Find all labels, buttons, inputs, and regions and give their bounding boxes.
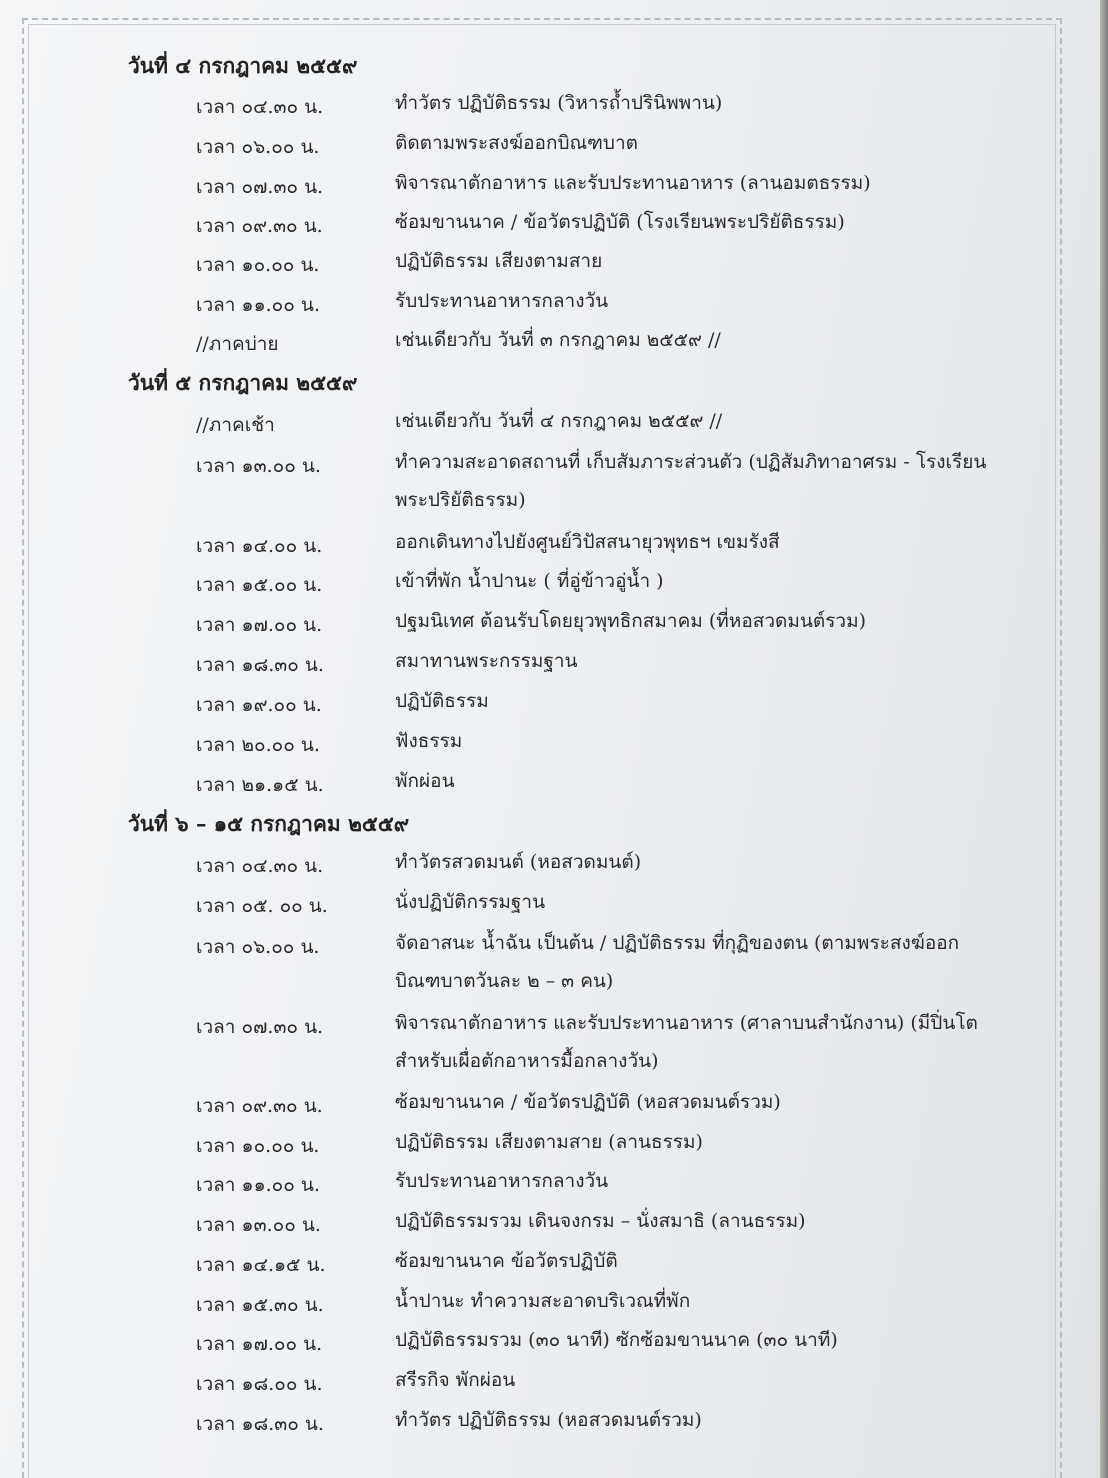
section-heading: วันที่ ๖ – ๑๕ กรกฎาคม ๒๕๕๙ <box>128 811 410 836</box>
schedule-time: เวลา ๒๑.๑๕ น. <box>196 774 324 796</box>
schedule-time: เวลา ๐๙.๓๐ น. <box>196 215 323 237</box>
schedule-activity: ออกเดินทางไปยังศูนย์วิปัสสนายุวพุทธฯ เขมรังสี <box>395 531 780 553</box>
schedule-time: เวลา ๐๗.๓๐ น. <box>196 1016 324 1038</box>
schedule-time: เวลา ๐๔.๓๐ น. <box>196 855 324 877</box>
schedule-time: เวลา ๑๗.๐๐ น. <box>196 614 323 636</box>
schedule-activity: ปฐมนิเทศ ต้อนรับโดยยุวพุทธิกสมาคม (ที่หอสวดมนต์รวม) <box>395 610 867 632</box>
schedule-time: เวลา ๑๔.๐๐ น. <box>196 535 323 557</box>
schedule-activity: ปฏิบัติธรรม <box>395 690 489 712</box>
schedule-time: เวลา ๑๐.๐๐ น. <box>196 1135 320 1157</box>
schedule-time: เวลา ๒๐.๐๐ น. <box>196 734 320 756</box>
schedule-time: เวลา ๐๖.๐๐ น. <box>196 136 320 158</box>
schedule-time: เวลา ๑๗.๐๐ น. <box>196 1333 323 1355</box>
schedule-activity: รับประทานอาหารกลางวัน <box>395 1170 609 1192</box>
schedule-activity: เช่นเดียวกับ วันที่ ๓ กรกฎาคม ๒๕๕๙ // <box>395 329 721 351</box>
schedule-activity: รับประทานอาหารกลางวัน <box>395 290 609 312</box>
schedule-activity: พิจารณาตักอาหาร และรับประทานอาหาร (ศาลาบนสำนักงาน) (มีปิ่นโต สำหรับเผื่อตักอาหารมื้อกลางวัน) <box>395 1012 978 1072</box>
section-heading: วันที่ ๔ กรกฎาคม ๒๕๕๙ <box>128 53 358 78</box>
schedule-time: //ภาคบ่าย <box>196 333 279 355</box>
schedule-time: เวลา ๐๖.๐๐ น. <box>196 936 320 958</box>
schedule-time: เวลา ๑๘.๓๐ น. <box>196 1413 324 1435</box>
schedule-activity: ฟังธรรม <box>395 730 463 752</box>
schedule-activity: พักผ่อน <box>395 770 455 792</box>
schedule-activity: น้ำปานะ ทำความสะอาดบริเวณที่พัก <box>395 1290 691 1312</box>
schedule-activity: สมาทานพระกรรมฐาน <box>395 650 578 672</box>
schedule-activity: ปฏิบัติธรรม เสียงตามสาย <box>395 250 603 272</box>
schedule-activity: พิจารณาตักอาหาร และรับประทานอาหาร (ลานอมตธรรม) <box>395 172 871 194</box>
schedule-activity: จัดอาสนะ น้ำฉัน เป็นต้น / ปฏิบัติธรรม ที่กุฏิของตน (ตามพระสงฆ์ออกบิณฑบาตวันละ ๒ – ๓ คน) <box>395 932 960 992</box>
schedule-activity: ทำความสะอาดสถานที่ เก็บสัมภาระส่วนตัว (ปฏิสัมภิทาอาศรม - โรงเรียนพระปริยัติธรรม) <box>395 451 987 511</box>
schedule-time: เวลา ๑๕.๓๐ น. <box>196 1294 324 1316</box>
schedule-activity: ติดตามพระสงฆ์ออกบิณฑบาต <box>395 132 638 154</box>
schedule-activity: ทำวัตร ปฏิบัติธรรม (วิหารถ้ำปรินิพพาน) <box>395 92 723 114</box>
schedule-time: //ภาคเช้า <box>196 414 275 436</box>
schedule-time: เวลา ๑๐.๐๐ น. <box>196 254 320 276</box>
schedule-activity: ปฏิบัติธรรม เสียงตามสาย (ลานธรรม) <box>395 1131 703 1153</box>
schedule-activity: เช่นเดียวกับ วันที่ ๔ กรกฎาคม ๒๕๕๙ // <box>395 410 723 432</box>
schedule-activity: เข้าที่พัก น้ำปานะ ( ที่อู่ข้าวอู่น้ำ ) <box>395 570 664 592</box>
schedule-time: เวลา ๑๔.๑๕ น. <box>196 1254 326 1276</box>
schedule-activity: ซ้อมขานนาค / ข้อวัตรปฏิบัติ (โรงเรียนพระปริยัติธรรม) <box>395 211 845 233</box>
schedule-activity: ทำวัตร ปฏิบัติธรรม (หอสวดมนต์รวม) <box>395 1409 702 1431</box>
schedule-activity: นั่งปฏิบัติกรรมฐาน <box>395 891 546 913</box>
schedule-activity: ซ้อมขานนาค / ข้อวัตรปฏิบัติ (หอสวดมนต์รวม) <box>395 1091 781 1113</box>
schedule-activity: ซ้อมขานนาค ข้อวัตรปฏิบัติ <box>395 1250 618 1272</box>
schedule-time: เวลา ๑๕.๐๐ น. <box>196 574 323 596</box>
schedule-time: เวลา ๑๓.๐๐ น. <box>196 1214 321 1236</box>
schedule-activity: ทำวัตรสวดมนต์ (หอสวดมนต์) <box>395 851 642 873</box>
schedule-activity: ปฏิบัติธรรมรวม (๓๐ นาที) ซักซ้อมขานนาค (๓๐ นาที) <box>395 1329 838 1351</box>
schedule-activity: ปฏิบัติธรรมรวม เดินจงกรม – นั่งสมาธิ (ลานธรรม) <box>395 1210 806 1232</box>
schedule-time: เวลา ๑๘.๐๐ น. <box>196 1373 323 1395</box>
page-edge-shadow <box>1100 0 1108 1478</box>
section-heading: วันที่ ๕ กรกฎาคม ๒๕๕๙ <box>128 370 358 395</box>
schedule-time: เวลา ๑๑.๐๐ น. <box>196 294 320 316</box>
schedule-time: เวลา ๑๘.๓๐ น. <box>196 654 324 676</box>
schedule-time: เวลา ๐๙.๓๐ น. <box>196 1095 323 1117</box>
schedule-time: เวลา ๑๓.๐๐ น. <box>196 455 321 477</box>
schedule-time: เวลา ๐๕. ๐๐ น. <box>196 895 328 917</box>
schedule-time: เวลา ๐๗.๓๐ น. <box>196 176 324 198</box>
schedule-time: เวลา ๑๑.๐๐ น. <box>196 1174 320 1196</box>
schedule-time: เวลา ๑๙.๐๐ น. <box>196 694 322 716</box>
schedule-time: เวลา ๐๔.๓๐ น. <box>196 96 324 118</box>
schedule-activity: สรีรกิจ พักผ่อน <box>395 1369 516 1391</box>
